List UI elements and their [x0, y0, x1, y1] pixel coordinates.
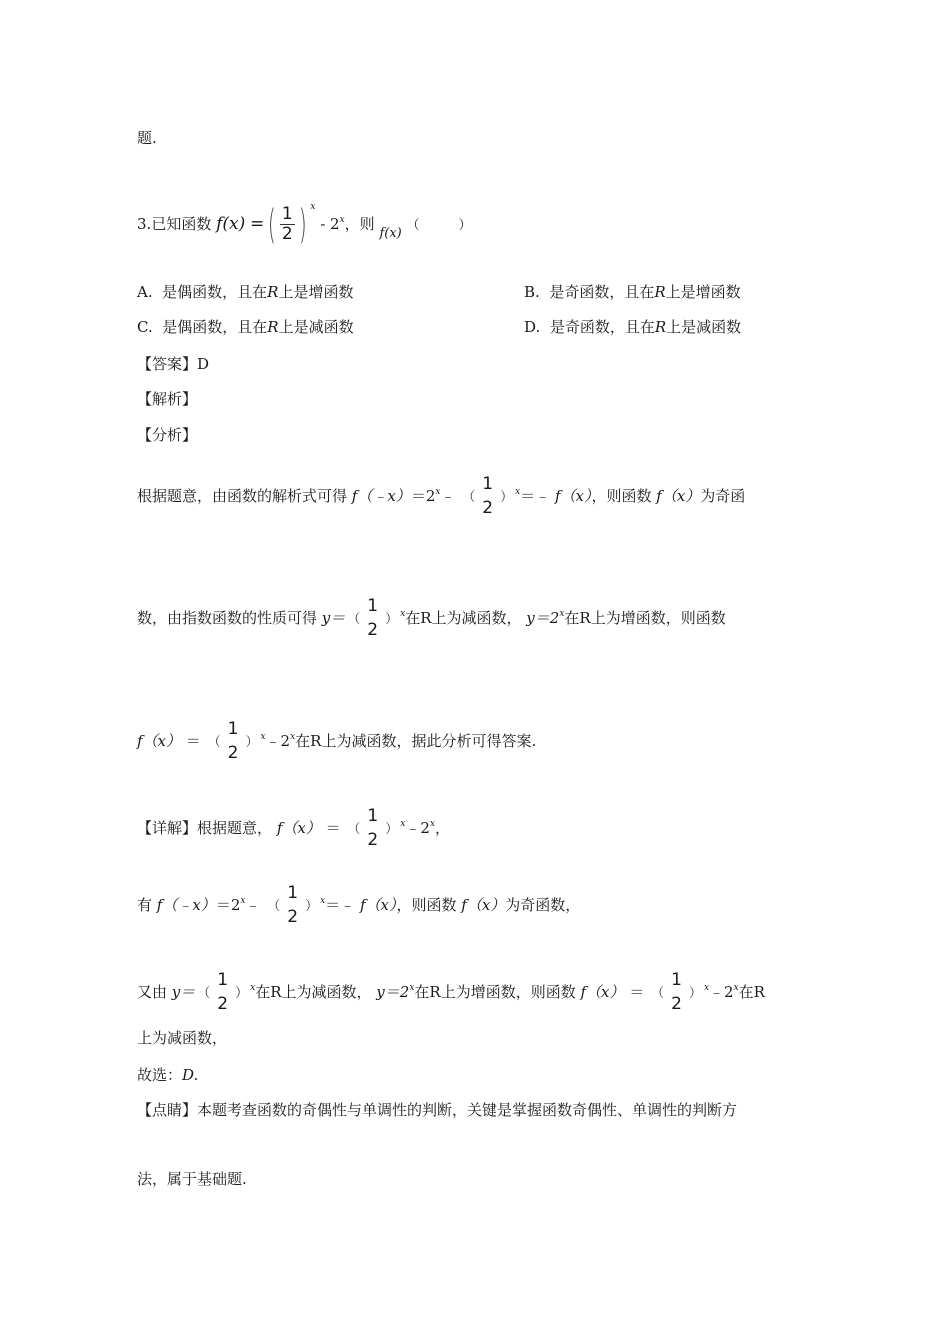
eq-two: ＝2: [410, 486, 436, 505]
half-fraction: [669, 972, 684, 1014]
detail-label: 【详解】: [137, 818, 198, 837]
option-text-end: 上是增函数: [278, 283, 354, 301]
set-r: R: [654, 318, 667, 336]
y-equals: y＝: [171, 982, 196, 1001]
option-c[interactable]: [137, 320, 354, 335]
detail-line-3: [137, 972, 765, 1014]
set-r: R: [267, 283, 279, 301]
fraction-denominator: 2: [367, 619, 379, 640]
right-paren-icon: ): [298, 202, 307, 248]
analysis-text: 在R上为增函数，则函数: [564, 608, 726, 627]
half-fraction: [285, 885, 300, 927]
eq-neg: ＝﹣: [325, 895, 356, 914]
half-fraction: [280, 206, 295, 244]
eq-neg: ＝﹣: [520, 486, 551, 505]
option-letter: D.: [524, 318, 541, 336]
exponent-x: x: [260, 731, 266, 742]
fraction-denominator: 2: [367, 829, 379, 850]
right-paren-icon: ）: [500, 489, 514, 505]
option-b[interactable]: [524, 285, 741, 300]
detail-text: 有: [137, 895, 153, 914]
option-text: 是偶函数，且在: [162, 318, 268, 336]
option-text: 是奇函数，且在: [549, 283, 655, 301]
equals-sign: ＝: [629, 982, 645, 1001]
option-text: 是奇函数，且在: [549, 318, 655, 336]
set-r: R: [654, 283, 666, 301]
comment-line-1: [137, 1103, 737, 1118]
exponent-x: x: [409, 982, 415, 993]
analysis-line-3: [137, 721, 536, 763]
fraction-denominator: 2: [227, 742, 239, 763]
detail-text: ，: [434, 818, 450, 837]
fraction-numerator: 1: [227, 719, 239, 739]
equals-sign: ＝: [185, 731, 201, 750]
exponent-x: x: [559, 608, 565, 619]
fraction-denominator: 2: [671, 993, 682, 1014]
y-equals-two: y＝2: [526, 608, 560, 627]
fraction-numerator: 1: [367, 806, 379, 826]
half-fraction: [215, 972, 230, 1014]
right-paren-icon: ）: [385, 821, 399, 837]
analysis-text: 在R上为减函数，据此分析可得答案.: [295, 731, 537, 750]
fraction-denominator: 2: [281, 224, 293, 244]
comment-line-2: 法，属于基础题.: [137, 1170, 247, 1188]
set-r: R: [267, 318, 279, 336]
analysis-text: 为奇函: [700, 486, 746, 505]
answer-label: 【答案】: [137, 355, 198, 373]
analysis-text: 根据题意，由函数的解析式可得: [137, 486, 348, 505]
exponent-x: x: [435, 486, 441, 497]
detail-text: 根据题意，: [197, 818, 273, 837]
equals-sign: =: [250, 214, 265, 234]
option-a[interactable]: [137, 285, 353, 300]
comment-text: 本题考查函数的奇偶性与单调性的判断，关键是掌握函数奇偶性、单调性的判断方: [197, 1101, 738, 1119]
half-fraction: [226, 721, 241, 763]
fx-symbol: f(x): [216, 214, 246, 234]
option-text: 是偶函数，且在: [162, 283, 268, 301]
f-of-x: f（x）: [276, 818, 321, 837]
detail-text: 在R: [738, 982, 765, 1001]
detail-text: ，则函数: [396, 895, 457, 914]
option-d[interactable]: [524, 320, 741, 335]
right-paren-icon: ）: [688, 985, 702, 1001]
exponent-x: x: [400, 818, 406, 829]
minus-sign: ﹣: [440, 486, 456, 505]
choose-label: 故选：: [137, 1066, 183, 1084]
fraction-numerator: 1: [281, 204, 293, 225]
exponent-x: x: [310, 202, 316, 212]
option-text-end: 上是减函数: [278, 318, 354, 336]
left-paren-icon: （: [347, 611, 361, 627]
fraction-denominator: 2: [217, 993, 229, 1014]
analysis-text: 数，由指数函数的性质可得: [137, 608, 318, 627]
fraction-numerator: 1: [671, 970, 682, 990]
f-neg-x: f（﹣x）: [351, 486, 411, 505]
minus-two: ﹣2: [709, 982, 734, 1001]
right-paren-icon: ）: [235, 985, 249, 1001]
left-paren-icon: （: [267, 898, 281, 914]
detail-line-2: [137, 885, 580, 927]
question-stem: [137, 202, 472, 248]
option-text-end: 上是增函数: [665, 283, 741, 301]
fraction-numerator: 1: [217, 970, 229, 990]
minus-sign: ﹣: [245, 895, 261, 914]
exponent-x-2: x: [339, 215, 345, 225]
answer-line: [137, 357, 209, 372]
fraction-numerator: 1: [482, 474, 494, 494]
minus-two: ﹣2: [405, 818, 430, 837]
detail-line-4: 上为减函数，: [137, 1029, 228, 1047]
left-paren-icon: (: [268, 202, 277, 248]
left-paren-icon: （: [347, 821, 361, 837]
option-letter: A.: [137, 283, 153, 301]
f-of-x: f（x）: [359, 895, 397, 914]
answer-blank: （ ）: [406, 218, 472, 233]
half-fraction: [365, 808, 380, 850]
detail-text: 在R上为增函数，则函数: [414, 982, 576, 1001]
comment-label: 【点睛】: [137, 1101, 198, 1119]
left-paren-icon: （: [462, 489, 476, 505]
half-fraction: [365, 598, 380, 640]
question-number: 3.: [137, 215, 152, 233]
exponent-x: x: [290, 731, 296, 742]
fraction-numerator: 1: [367, 596, 379, 616]
f-of-x: f（x）: [580, 982, 625, 1001]
stem-then: ，则: [344, 215, 375, 233]
prev-page-tail: 题.: [137, 129, 157, 147]
half-fraction: [480, 476, 495, 518]
equals-sign: ＝: [325, 818, 341, 837]
right-paren-icon: ）: [305, 898, 319, 914]
analysis-text: 在R上为减函数，: [405, 608, 522, 627]
eq-two: ＝2: [215, 895, 241, 914]
f-neg-x: f（﹣x）: [156, 895, 216, 914]
exponent-x: x: [733, 982, 739, 993]
fenxi-label: 【分析】: [137, 426, 198, 444]
f-of-x: f（x）: [461, 895, 506, 914]
choose-value: D.: [182, 1066, 199, 1084]
detail-text: 在R上为减函数，: [255, 982, 372, 1001]
analysis-line-2: [137, 598, 726, 640]
fraction-denominator: 2: [482, 497, 494, 518]
right-paren-icon: ）: [385, 611, 399, 627]
detail-line-1: [137, 808, 450, 850]
exponent-x: x: [250, 982, 256, 993]
y-equals: y＝: [321, 608, 346, 627]
detail-text: 为奇函数，: [505, 895, 581, 914]
exponent-x: x: [400, 608, 406, 619]
analysis-line-1: [137, 476, 745, 518]
jiexi-label: 【解析】: [137, 390, 198, 408]
y-equals-two: y＝2: [376, 982, 410, 1001]
fx-symbol-small: f(x): [379, 226, 402, 241]
exponent-x: x: [320, 895, 326, 906]
f-of-x: f（x）: [554, 486, 592, 505]
option-text-end: 上是减函数: [666, 318, 742, 336]
right-paren-icon: ）: [245, 734, 259, 750]
minus-two: ﹣2: [265, 731, 291, 750]
option-letter: C.: [137, 318, 153, 336]
left-paren-icon: （: [197, 985, 211, 1001]
question-stem-text: 已知函数: [151, 215, 212, 233]
exponent-x: x: [703, 982, 710, 993]
minus-two: - 2: [320, 215, 340, 233]
exponent-x: x: [429, 818, 435, 829]
f-of-x: f（x）: [656, 486, 701, 505]
analysis-text: ，则函数: [591, 486, 652, 505]
option-letter: B.: [524, 283, 540, 301]
choose-line: [137, 1068, 198, 1083]
detail-text: 又由: [137, 982, 168, 1001]
f-of-x: f（x）: [137, 731, 182, 750]
answer-value: D: [197, 355, 210, 373]
fraction-numerator: 1: [287, 883, 299, 903]
exponent-x: x: [515, 486, 521, 497]
left-paren-icon: （: [651, 985, 665, 1001]
fraction-denominator: 2: [287, 906, 299, 927]
exponent-x: x: [240, 895, 246, 906]
left-paren-icon: （: [207, 734, 221, 750]
